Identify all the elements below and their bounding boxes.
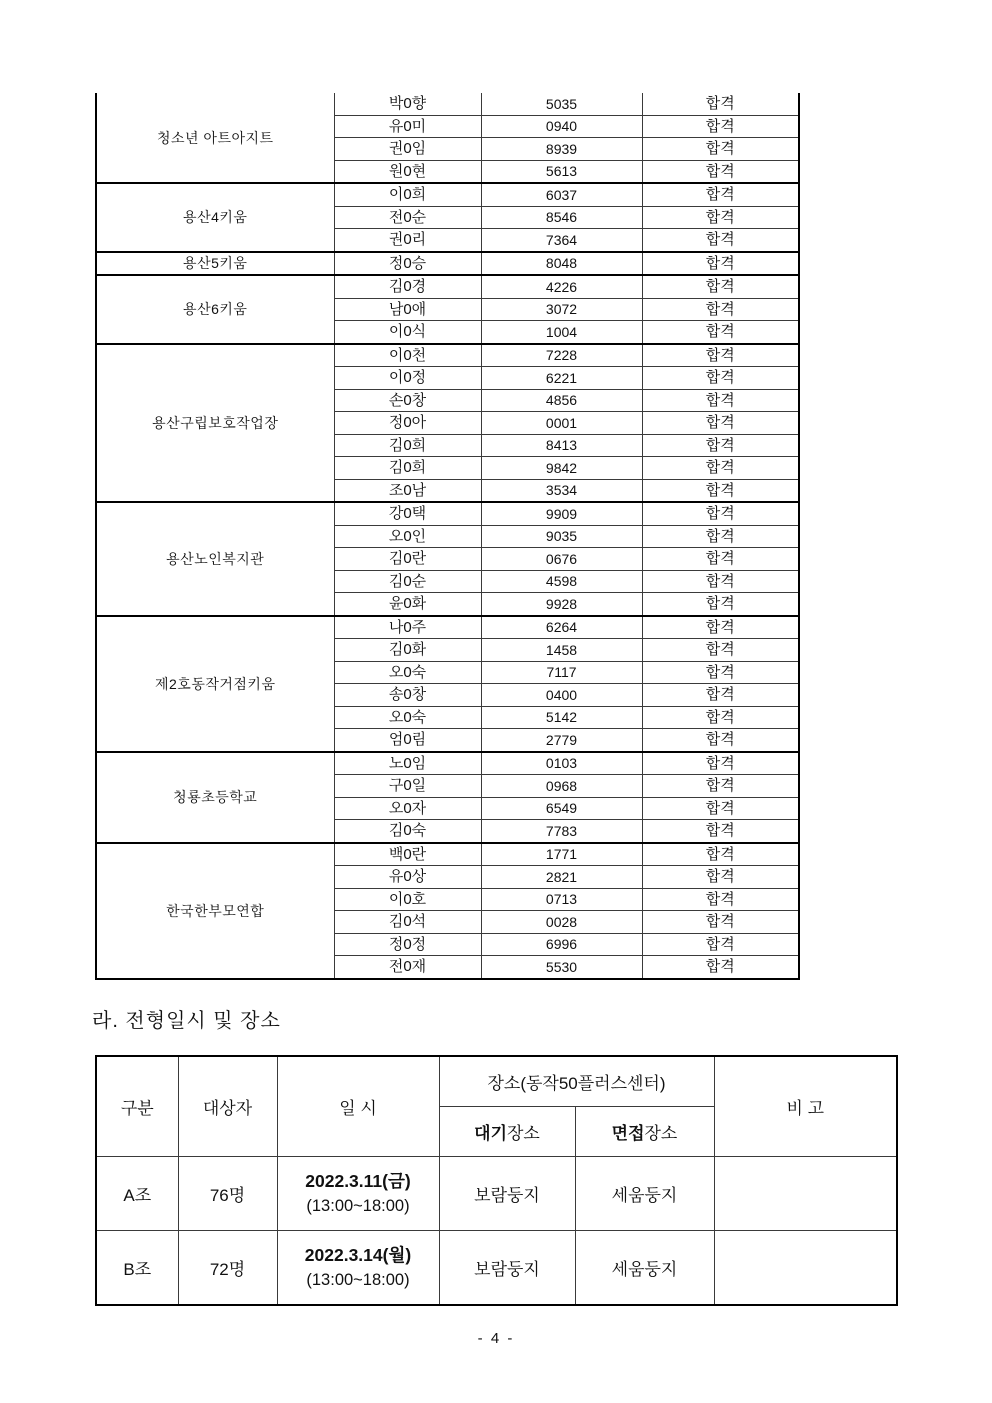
status-cell: 합격 <box>642 684 799 707</box>
number-cell: 8546 <box>481 206 642 229</box>
header-gubun: 구분 <box>96 1056 178 1157</box>
name-cell: 김0석 <box>334 911 481 934</box>
name-cell: 나0주 <box>334 616 481 639</box>
number-cell: 9928 <box>481 593 642 616</box>
status-cell: 합격 <box>642 252 799 276</box>
status-cell: 합격 <box>642 729 799 752</box>
org-cell: 한국한부모연합 <box>96 843 334 979</box>
name-cell: 손0창 <box>334 389 481 412</box>
number-cell: 0001 <box>481 412 642 435</box>
org-cell: 용산5키움 <box>96 252 334 276</box>
status-cell: 합격 <box>642 479 799 502</box>
name-cell: 강0택 <box>334 502 481 525</box>
header-place: 장소(동작50플러스센터) <box>439 1056 714 1107</box>
status-cell: 합격 <box>642 434 799 457</box>
number-cell: 0968 <box>481 775 642 798</box>
number-cell: 0028 <box>481 911 642 934</box>
number-cell: 2779 <box>481 729 642 752</box>
number-cell: 2821 <box>481 866 642 889</box>
status-cell: 합격 <box>642 115 799 138</box>
number-cell: 5142 <box>481 706 642 729</box>
name-cell: 김0희 <box>334 457 481 480</box>
name-cell: 엄0림 <box>334 729 481 752</box>
number-cell: 1458 <box>481 639 642 662</box>
number-cell: 9909 <box>481 502 642 525</box>
status-cell: 합격 <box>642 275 799 298</box>
status-cell: 합격 <box>642 797 799 820</box>
status-cell: 합격 <box>642 593 799 616</box>
result-row <box>96 843 799 866</box>
status-cell: 합격 <box>642 138 799 161</box>
interview-place-cell: 세움둥지 <box>575 1231 714 1306</box>
schedule-row <box>96 1157 897 1231</box>
status-cell: 합격 <box>642 706 799 729</box>
name-cell: 이0희 <box>334 183 481 206</box>
datetime-cell <box>277 1157 439 1231</box>
name-cell: 구0일 <box>334 775 481 798</box>
org-cell: 용산노인복지관 <box>96 502 334 616</box>
org-cell: 청룡초등학교 <box>96 752 334 843</box>
org-cell: 용산6키움 <box>96 275 334 344</box>
name-cell: 오0숙 <box>334 661 481 684</box>
status-cell: 합격 <box>642 502 799 525</box>
org-cell: 제2호동작거점키움 <box>96 616 334 752</box>
result-row <box>96 93 799 115</box>
number-cell: 4598 <box>481 570 642 593</box>
name-cell: 이0정 <box>334 367 481 390</box>
status-cell: 합격 <box>642 457 799 480</box>
number-cell: 8413 <box>481 434 642 457</box>
number-cell: 6996 <box>481 933 642 956</box>
pass-results-body <box>96 93 799 979</box>
status-cell: 합격 <box>642 775 799 798</box>
number-cell: 3072 <box>481 298 642 321</box>
name-cell: 정0정 <box>334 933 481 956</box>
name-cell: 권0리 <box>334 229 481 252</box>
number-cell: 9035 <box>481 525 642 548</box>
date-text: 2022.3.11(금) <box>305 1170 411 1191</box>
status-cell: 합격 <box>642 525 799 548</box>
number-cell: 0103 <box>481 752 642 775</box>
wait-place-cell: 보람둥지 <box>439 1231 575 1306</box>
number-cell: 7364 <box>481 229 642 252</box>
status-cell: 합격 <box>642 206 799 229</box>
number-cell: 6037 <box>481 183 642 206</box>
name-cell: 전0재 <box>334 956 481 979</box>
number-cell: 6549 <box>481 797 642 820</box>
note-cell <box>714 1231 897 1306</box>
status-cell: 합격 <box>642 843 799 866</box>
status-cell: 합격 <box>642 548 799 571</box>
result-row <box>96 752 799 775</box>
name-cell: 이0호 <box>334 888 481 911</box>
name-cell: 오0인 <box>334 525 481 548</box>
result-row <box>96 183 799 206</box>
number-cell: 0400 <box>481 684 642 707</box>
time-text: (13:00~18:00) <box>306 1196 410 1215</box>
org-cell: 용산4키움 <box>96 183 334 252</box>
name-cell: 전0순 <box>334 206 481 229</box>
name-cell: 윤0화 <box>334 593 481 616</box>
number-cell: 8048 <box>481 252 642 276</box>
header-note: 비 고 <box>714 1056 897 1157</box>
status-cell: 합격 <box>642 183 799 206</box>
number-cell: 1771 <box>481 843 642 866</box>
name-cell: 권0임 <box>334 138 481 161</box>
count-cell: 72명 <box>178 1231 277 1306</box>
date-text: 2022.3.14(월) <box>304 1244 412 1265</box>
status-cell: 합격 <box>642 752 799 775</box>
number-cell: 4226 <box>481 275 642 298</box>
number-cell: 0940 <box>481 115 642 138</box>
schedule-body <box>96 1056 897 1305</box>
name-cell: 김0희 <box>334 434 481 457</box>
number-cell: 8939 <box>481 138 642 161</box>
header-interview-rest: 장소 <box>644 1124 678 1143</box>
name-cell: 김0란 <box>334 548 481 571</box>
org-cell: 청소년 아트아지트 <box>96 93 334 183</box>
name-cell: 오0숙 <box>334 706 481 729</box>
result-row <box>96 252 799 276</box>
number-cell: 1004 <box>481 321 642 344</box>
name-cell: 노0임 <box>334 752 481 775</box>
name-cell: 김0경 <box>334 275 481 298</box>
name-cell: 정0아 <box>334 412 481 435</box>
number-cell: 7117 <box>481 661 642 684</box>
status-cell: 합격 <box>642 367 799 390</box>
number-cell: 7783 <box>481 820 642 843</box>
name-cell: 김0숙 <box>334 820 481 843</box>
number-cell: 6264 <box>481 616 642 639</box>
number-cell: 3534 <box>481 479 642 502</box>
name-cell: 유0미 <box>334 115 481 138</box>
name-cell: 정0승 <box>334 252 481 276</box>
result-row <box>96 616 799 639</box>
status-cell: 합격 <box>642 412 799 435</box>
status-cell: 합격 <box>642 888 799 911</box>
note-cell <box>714 1157 897 1231</box>
number-cell: 0676 <box>481 548 642 571</box>
status-cell: 합격 <box>642 866 799 889</box>
number-cell: 5530 <box>481 956 642 979</box>
time-text: (13:00~18:00) <box>306 1270 410 1289</box>
name-cell: 오0자 <box>334 797 481 820</box>
count-cell: 76명 <box>178 1157 277 1231</box>
schedule-row <box>96 1231 897 1306</box>
datetime-cell <box>277 1231 439 1306</box>
result-row <box>96 502 799 525</box>
name-cell: 이0식 <box>334 321 481 344</box>
group-cell: B조 <box>96 1231 178 1306</box>
number-cell: 4856 <box>481 389 642 412</box>
section-heading: 라. 전형일시 및 장소 <box>92 1010 281 1032</box>
status-cell: 합격 <box>642 344 799 367</box>
status-cell: 합격 <box>642 933 799 956</box>
wait-place-cell: 보람둥지 <box>439 1157 575 1231</box>
name-cell: 김0순 <box>334 570 481 593</box>
status-cell: 합격 <box>642 321 799 344</box>
status-cell: 합격 <box>642 616 799 639</box>
header-interview-place <box>575 1107 714 1157</box>
header-wait-place <box>439 1107 575 1157</box>
header-wait-rest: 장소 <box>507 1124 540 1143</box>
name-cell: 남0애 <box>334 298 481 321</box>
number-cell: 9842 <box>481 457 642 480</box>
name-cell: 백0란 <box>334 843 481 866</box>
number-cell: 6221 <box>481 367 642 390</box>
number-cell: 5035 <box>481 93 642 115</box>
name-cell: 이0천 <box>334 344 481 367</box>
status-cell: 합격 <box>642 160 799 183</box>
pass-results-table <box>95 93 800 980</box>
number-cell: 5613 <box>481 160 642 183</box>
name-cell: 조0남 <box>334 479 481 502</box>
status-cell: 합격 <box>642 570 799 593</box>
name-cell: 김0화 <box>334 639 481 662</box>
name-cell: 송0창 <box>334 684 481 707</box>
number-cell: 7228 <box>481 344 642 367</box>
header-wait-strong: 대기 <box>474 1124 507 1143</box>
status-cell: 합격 <box>642 229 799 252</box>
status-cell: 합격 <box>642 93 799 115</box>
org-cell: 용산구립보호작업장 <box>96 344 334 503</box>
header-datetime: 일 시 <box>277 1056 439 1157</box>
interview-place-cell: 세움둥지 <box>575 1157 714 1231</box>
header-target: 대상자 <box>178 1056 277 1157</box>
status-cell: 합격 <box>642 911 799 934</box>
header-interview-strong: 면접 <box>611 1124 645 1143</box>
result-row <box>96 275 799 298</box>
status-cell: 합격 <box>642 389 799 412</box>
status-cell: 합격 <box>642 661 799 684</box>
result-row <box>96 344 799 367</box>
number-cell: 0713 <box>481 888 642 911</box>
schedule-table <box>95 1055 898 1306</box>
name-cell: 유0상 <box>334 866 481 889</box>
status-cell: 합격 <box>642 956 799 979</box>
group-cell: A조 <box>96 1157 178 1231</box>
name-cell: 원0현 <box>334 160 481 183</box>
page-number: - 4 - <box>477 1330 515 1347</box>
status-cell: 합격 <box>642 820 799 843</box>
name-cell: 박0향 <box>334 93 481 115</box>
status-cell: 합격 <box>642 639 799 662</box>
status-cell: 합격 <box>642 298 799 321</box>
